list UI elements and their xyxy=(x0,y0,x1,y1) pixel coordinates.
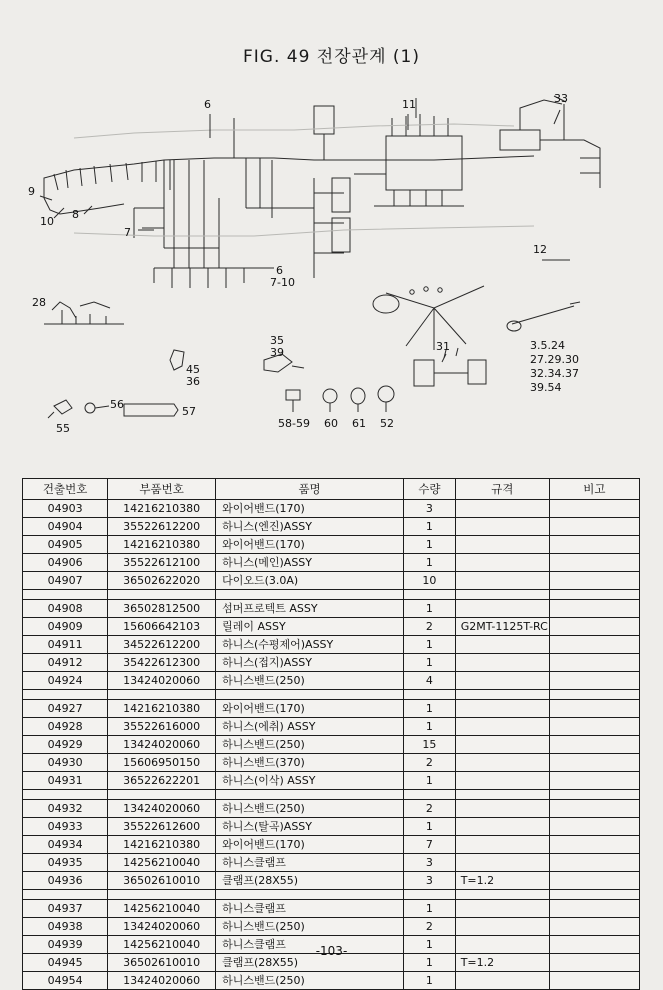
header-spec: 규격 xyxy=(455,479,549,500)
page-number: -103- xyxy=(315,944,348,958)
table-row xyxy=(23,618,640,636)
cell-spec xyxy=(455,718,549,736)
cell-part: 36502610010 xyxy=(108,954,216,972)
cell-name: 하니스클램프 xyxy=(216,900,404,918)
cell-note xyxy=(549,972,639,990)
cell-ref: 04912 xyxy=(23,654,108,672)
table-row xyxy=(23,918,640,936)
cell-name: 와이어밴드(170) xyxy=(216,836,404,854)
table-row xyxy=(23,972,640,990)
callout-group-3: 32.34.37 xyxy=(530,367,579,380)
callout-12: 12 xyxy=(533,243,547,256)
cell-part: 13424020060 xyxy=(108,800,216,818)
cell-part: 35522612600 xyxy=(108,818,216,836)
cell-spec xyxy=(455,972,549,990)
cell-spec xyxy=(455,672,549,690)
table-row xyxy=(23,900,640,918)
cell-part: 35522612200 xyxy=(108,518,216,536)
cell-note xyxy=(549,718,639,736)
callout-7: 7 xyxy=(124,226,131,239)
cell-ref: 04903 xyxy=(23,500,108,518)
cell-qty: 1 xyxy=(404,536,456,554)
cell-spec xyxy=(455,754,549,772)
cell-name: 하니스밴드(250) xyxy=(216,972,404,990)
callout-58-59: 58-59 xyxy=(278,417,310,430)
cell-name: 하니스클램프 xyxy=(216,936,404,954)
table-row xyxy=(23,636,640,654)
cell-qty: 15 xyxy=(404,736,456,754)
cell-ref: 04939 xyxy=(23,936,108,954)
cell-qty: 1 xyxy=(404,818,456,836)
cell-part: 14216210380 xyxy=(108,500,216,518)
table-row xyxy=(23,818,640,836)
table-row xyxy=(23,672,640,690)
callout-group-2: 27.29.30 xyxy=(530,353,579,366)
callout-33: 33 xyxy=(554,92,568,105)
cell-ref: 04905 xyxy=(23,536,108,554)
cell-part: 15606950150 xyxy=(108,754,216,772)
cell-ref: 04937 xyxy=(23,900,108,918)
cell-qty: 1 xyxy=(404,600,456,618)
table-header-row xyxy=(23,479,640,500)
table-row xyxy=(23,654,640,672)
header-qty: 수량 xyxy=(404,479,456,500)
cell-name: 하니스밴드(250) xyxy=(216,672,404,690)
table-spacer-row xyxy=(23,690,640,700)
cell-qty: 1 xyxy=(404,718,456,736)
cell-note xyxy=(549,554,639,572)
cell-spec xyxy=(455,918,549,936)
cell-ref: 04930 xyxy=(23,754,108,772)
cell-spec xyxy=(455,818,549,836)
callout-28: 28 xyxy=(32,296,46,309)
cell-qty: 1 xyxy=(404,954,456,972)
cell-part: 13424020060 xyxy=(108,736,216,754)
table-row xyxy=(23,836,640,854)
cell-ref: 04908 xyxy=(23,600,108,618)
callout-55: 55 xyxy=(56,422,70,435)
cell-spec xyxy=(455,700,549,718)
cell-spec xyxy=(455,854,549,872)
callout-61: 61 xyxy=(352,417,366,430)
cell-spec xyxy=(455,800,549,818)
cell-name: 하니스(이삭) ASSY xyxy=(216,772,404,790)
header-name: 품명 xyxy=(216,479,404,500)
cell-note xyxy=(549,854,639,872)
cell-spec: T=1.2 xyxy=(455,872,549,890)
table-row xyxy=(23,854,640,872)
cell-ref: 04935 xyxy=(23,854,108,872)
cell-name: 하니스클램프 xyxy=(216,854,404,872)
table-spacer-row xyxy=(23,890,640,900)
cell-spec xyxy=(455,536,549,554)
cell-spec xyxy=(455,636,549,654)
parts-table-container xyxy=(22,478,640,990)
cell-part: 14216210380 xyxy=(108,836,216,854)
callout-group-1: 3.5.24 xyxy=(530,339,565,352)
cell-qty: 1 xyxy=(404,700,456,718)
callout-6-top: 6 xyxy=(204,98,211,111)
cell-note xyxy=(549,900,639,918)
table-row xyxy=(23,554,640,572)
callout-52: 52 xyxy=(380,417,394,430)
cell-ref: 04924 xyxy=(23,672,108,690)
cell-part: 35522612100 xyxy=(108,554,216,572)
callout-11: 11 xyxy=(402,98,416,111)
cell-note xyxy=(549,700,639,718)
cell-part: 35422612300 xyxy=(108,654,216,672)
cell-qty: 2 xyxy=(404,918,456,936)
cell-ref: 04929 xyxy=(23,736,108,754)
cell-part: 36522622201 xyxy=(108,772,216,790)
wiring-diagram xyxy=(14,78,649,458)
cell-ref: 04907 xyxy=(23,572,108,590)
cell-qty: 10 xyxy=(404,572,456,590)
cell-note xyxy=(549,772,639,790)
table-row xyxy=(23,772,640,790)
cell-spec: T=1.2 xyxy=(455,954,549,972)
cell-ref: 04933 xyxy=(23,818,108,836)
cell-qty: 3 xyxy=(404,854,456,872)
callout-60: 60 xyxy=(324,417,338,430)
cell-note xyxy=(549,618,639,636)
table-row xyxy=(23,518,640,536)
cell-part: 13424020060 xyxy=(108,972,216,990)
cell-qty: 2 xyxy=(404,618,456,636)
cell-spec xyxy=(455,654,549,672)
cell-note xyxy=(549,536,639,554)
cell-name: 하니스밴드(250) xyxy=(216,800,404,818)
cell-note xyxy=(549,600,639,618)
cell-name: 클램프(28X55) xyxy=(216,954,404,972)
cell-note xyxy=(549,572,639,590)
cell-note xyxy=(549,518,639,536)
cell-ref: 04909 xyxy=(23,618,108,636)
cell-note xyxy=(549,636,639,654)
callout-39: 39 xyxy=(270,346,284,359)
cell-part: 13424020060 xyxy=(108,672,216,690)
cell-part: 14256210040 xyxy=(108,936,216,954)
cell-ref: 04934 xyxy=(23,836,108,854)
cell-part: 13424020060 xyxy=(108,918,216,936)
cell-spec: G2MT-1125T-RC xyxy=(455,618,549,636)
cell-note xyxy=(549,818,639,836)
callout-group-4: 39.54 xyxy=(530,381,562,394)
cell-ref: 04928 xyxy=(23,718,108,736)
cell-qty: 4 xyxy=(404,672,456,690)
cell-name: 하니스밴드(370) xyxy=(216,754,404,772)
callout-57: 57 xyxy=(182,405,196,418)
cell-part: 36502812500 xyxy=(108,600,216,618)
table-row xyxy=(23,718,640,736)
cell-qty: 1 xyxy=(404,936,456,954)
callout-8: 8 xyxy=(72,208,79,221)
cell-name: 하니스(엔진)ASSY xyxy=(216,518,404,536)
page-title: FIG. 49 전장관계 (1) xyxy=(243,47,420,67)
callout-35: 35 xyxy=(270,334,284,347)
cell-qty: 1 xyxy=(404,654,456,672)
cell-part: 36502622020 xyxy=(108,572,216,590)
cell-note xyxy=(549,736,639,754)
cell-qty: 1 xyxy=(404,972,456,990)
cell-note xyxy=(549,918,639,936)
callout-36: 36 xyxy=(186,375,200,388)
cell-note xyxy=(549,500,639,518)
cell-ref: 04904 xyxy=(23,518,108,536)
cell-name: 릴레이 ASSY xyxy=(216,618,404,636)
table-body xyxy=(23,500,640,990)
cell-name: 섬머프로텍트 ASSY xyxy=(216,600,404,618)
cell-spec xyxy=(455,836,549,854)
cell-ref: 04932 xyxy=(23,800,108,818)
cell-spec xyxy=(455,772,549,790)
cell-note xyxy=(549,654,639,672)
cell-name: 하니스밴드(250) xyxy=(216,918,404,936)
cell-ref: 04906 xyxy=(23,554,108,572)
cell-part: 35522616000 xyxy=(108,718,216,736)
header-note: 비고 xyxy=(549,479,639,500)
table-row xyxy=(23,754,640,772)
cell-qty: 2 xyxy=(404,754,456,772)
table-row xyxy=(23,500,640,518)
cell-part: 14216210380 xyxy=(108,536,216,554)
cell-name: 다이오드(3.0A) xyxy=(216,572,404,590)
cell-qty: 1 xyxy=(404,900,456,918)
cell-name: 와이어밴드(170) xyxy=(216,500,404,518)
cell-part: 14256210040 xyxy=(108,854,216,872)
callout-45: 45 xyxy=(186,363,200,376)
cell-note xyxy=(549,754,639,772)
cell-spec xyxy=(455,572,549,590)
header-ref: 건출번호 xyxy=(23,479,108,500)
cell-note xyxy=(549,800,639,818)
table-row xyxy=(23,572,640,590)
table-row xyxy=(23,736,640,754)
callout-10: 10 xyxy=(40,215,54,228)
callout-31: 31 xyxy=(436,340,450,353)
cell-qty: 1 xyxy=(404,636,456,654)
cell-part: 14216210380 xyxy=(108,700,216,718)
cell-spec xyxy=(455,554,549,572)
cell-qty: 2 xyxy=(404,800,456,818)
cell-qty: 1 xyxy=(404,518,456,536)
table-spacer-row xyxy=(23,590,640,600)
cell-name: 와이어밴드(170) xyxy=(216,536,404,554)
cell-spec xyxy=(455,500,549,518)
cell-name: 하니스(탈곡)ASSY xyxy=(216,818,404,836)
cell-name: 하니스(수평제어)ASSY xyxy=(216,636,404,654)
table-row xyxy=(23,600,640,618)
cell-spec xyxy=(455,736,549,754)
cell-part: 15606642103 xyxy=(108,618,216,636)
parts-table xyxy=(22,478,640,990)
cell-ref: 04911 xyxy=(23,636,108,654)
table-row xyxy=(23,536,640,554)
callout-7-10: 7-10 xyxy=(270,276,295,289)
cell-qty: 7 xyxy=(404,836,456,854)
table-spacer-row xyxy=(23,790,640,800)
cell-part: 14256210040 xyxy=(108,900,216,918)
cell-spec xyxy=(455,600,549,618)
table-row xyxy=(23,800,640,818)
cell-part: 36502610010 xyxy=(108,872,216,890)
cell-ref: 04936 xyxy=(23,872,108,890)
callout-6-mid: 6 xyxy=(276,264,283,277)
cell-part: 34522612200 xyxy=(108,636,216,654)
cell-spec xyxy=(455,900,549,918)
cell-name: 하니스밴드(250) xyxy=(216,736,404,754)
cell-qty: 3 xyxy=(404,872,456,890)
cell-name: 와이어밴드(170) xyxy=(216,700,404,718)
table-row xyxy=(23,700,640,718)
cell-ref: 04927 xyxy=(23,700,108,718)
cell-name: 하니스(메인)ASSY xyxy=(216,554,404,572)
header-part: 부품번호 xyxy=(108,479,216,500)
callout-9: 9 xyxy=(28,185,35,198)
cell-qty: 1 xyxy=(404,554,456,572)
cell-spec xyxy=(455,518,549,536)
cell-name: 하니스(접지)ASSY xyxy=(216,654,404,672)
cell-qty: 1 xyxy=(404,772,456,790)
cell-ref: 04954 xyxy=(23,972,108,990)
cell-qty: 3 xyxy=(404,500,456,518)
cell-note xyxy=(549,872,639,890)
cell-name: 클램프(28X55) xyxy=(216,872,404,890)
cell-name: 하니스(에취) ASSY xyxy=(216,718,404,736)
cell-ref: 04931 xyxy=(23,772,108,790)
cell-note xyxy=(549,672,639,690)
cell-ref: 04938 xyxy=(23,918,108,936)
cell-note xyxy=(549,836,639,854)
table-row xyxy=(23,872,640,890)
cell-ref: 04945 xyxy=(23,954,108,972)
callout-56: 56 xyxy=(110,398,124,411)
